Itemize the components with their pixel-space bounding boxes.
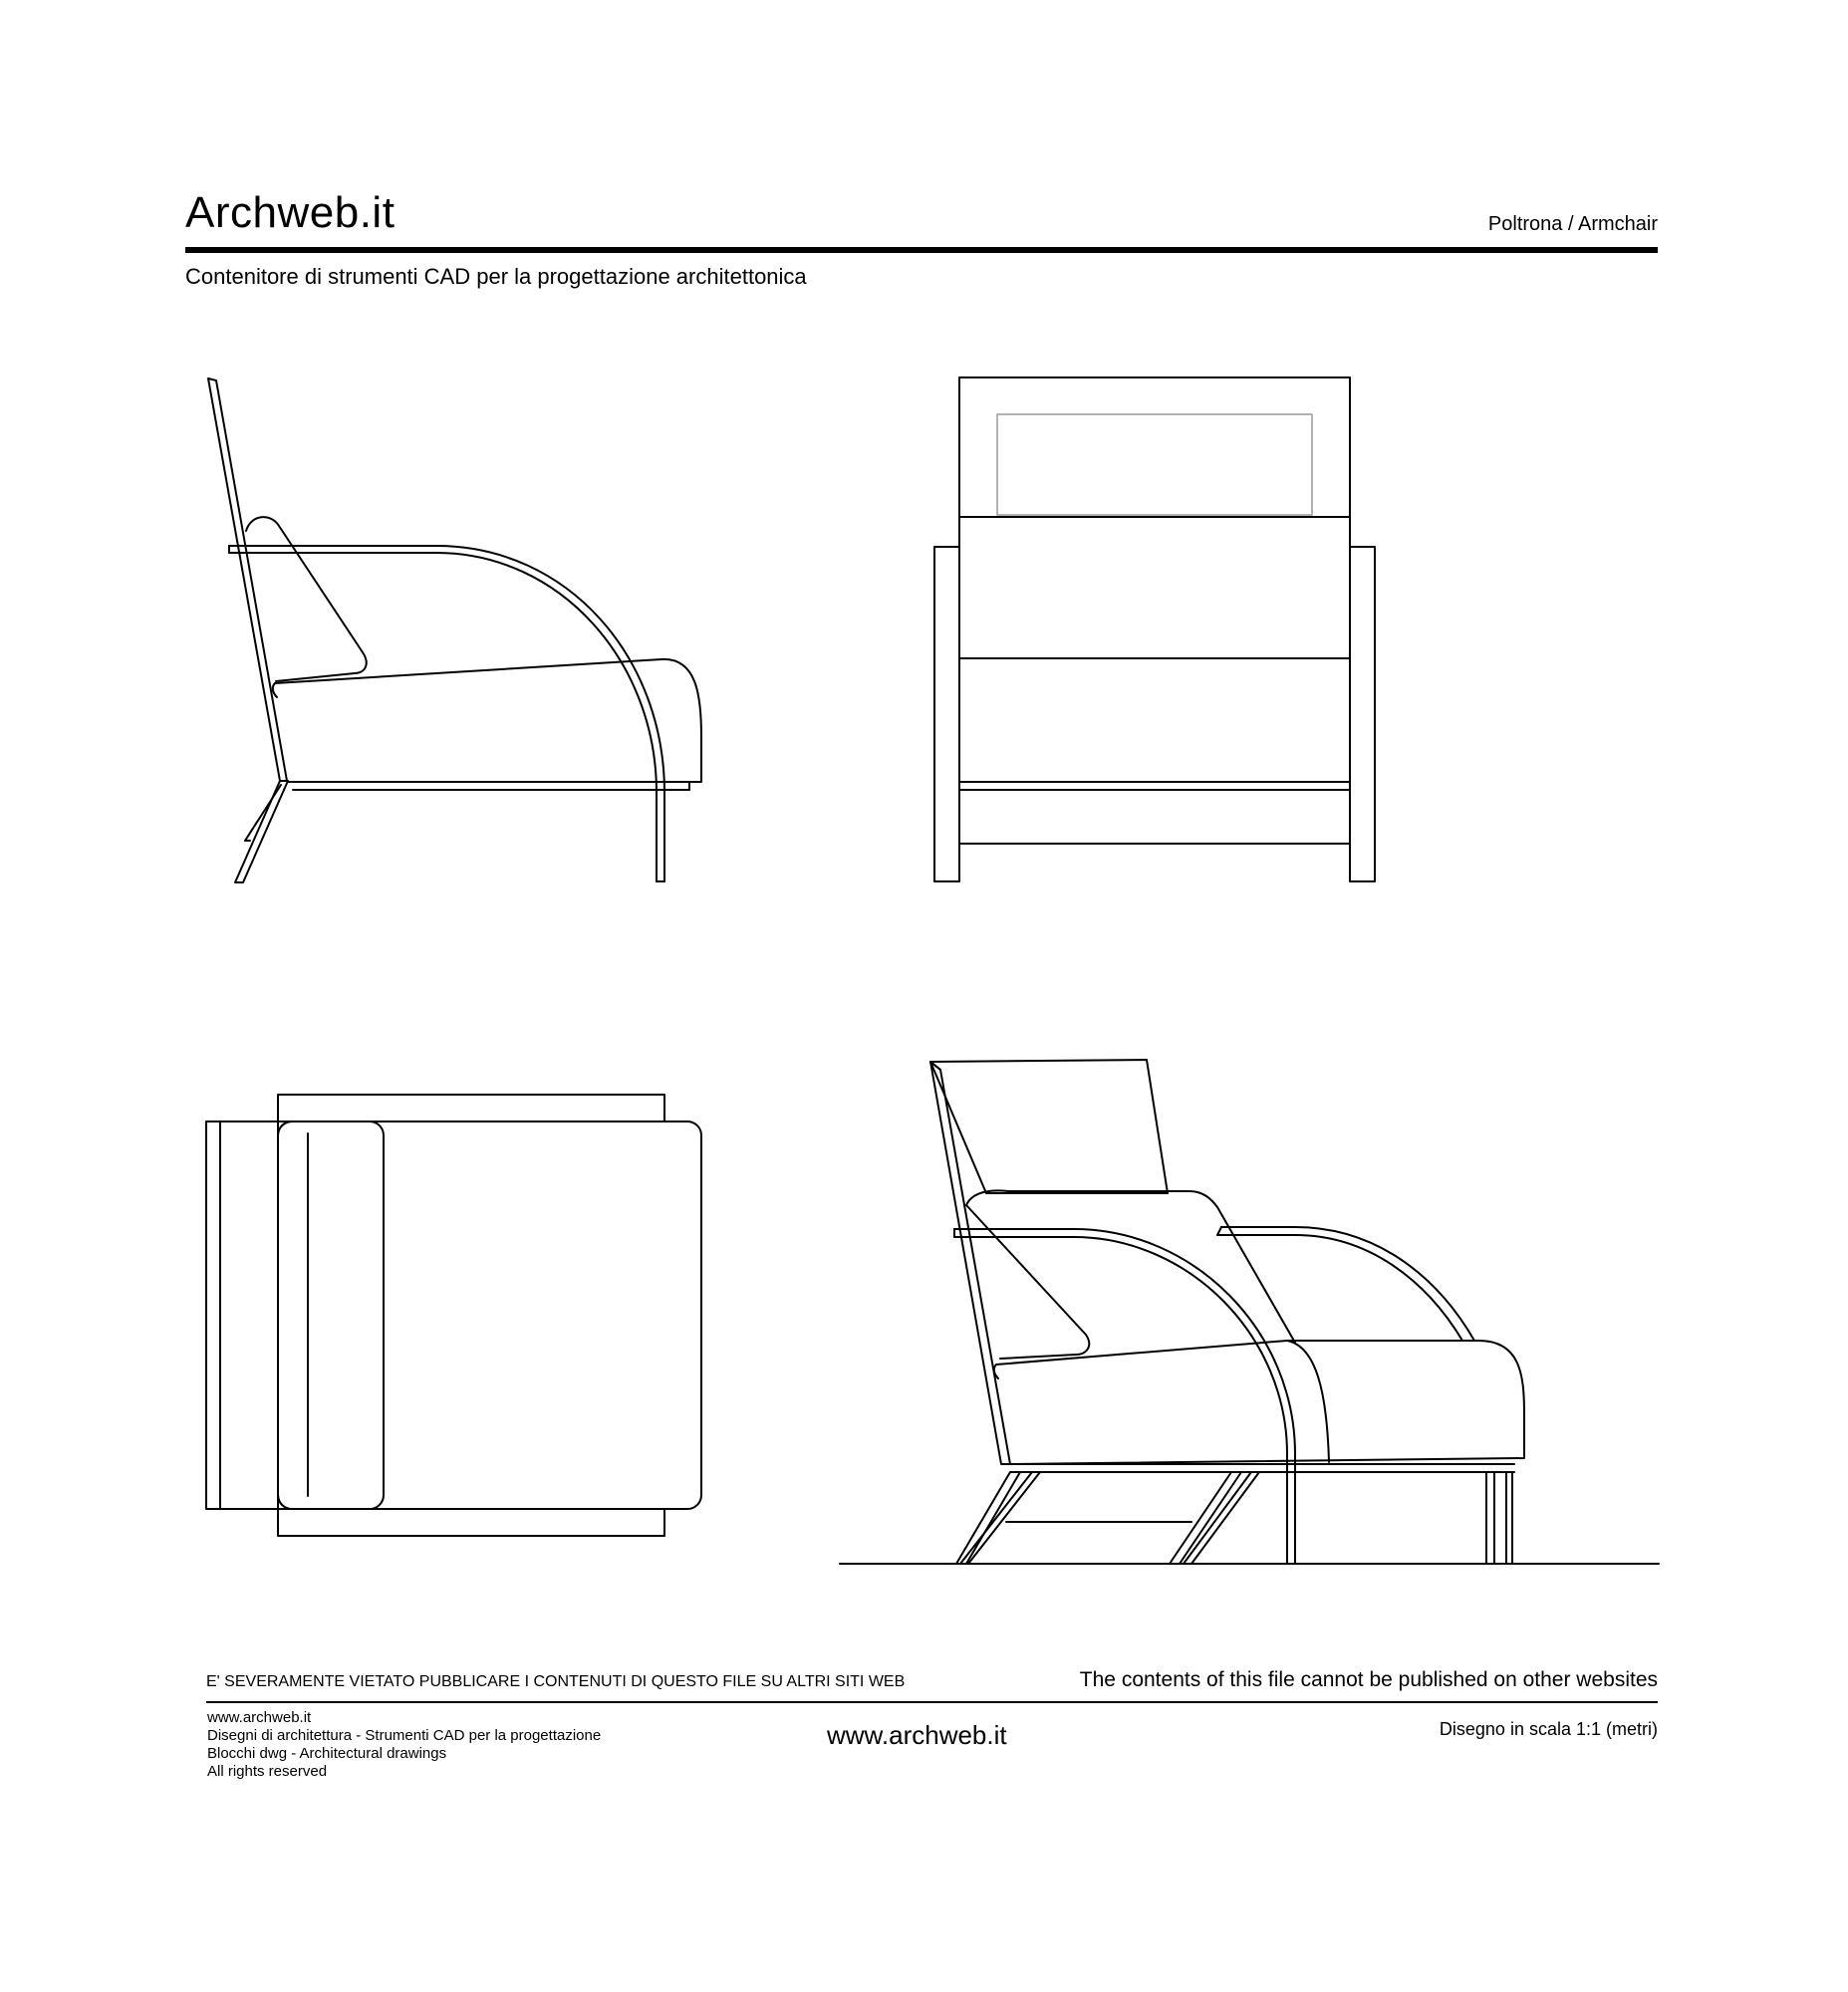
footer-divider [206, 1701, 1658, 1703]
front-base [959, 790, 1350, 844]
plan-view [206, 1095, 701, 1536]
perspective-backrest [930, 1060, 1168, 1193]
copyright-notice-italian: E' SEVERAMENTE VIETATO PUBBLICARE I CONTENUTI DI QUESTO FILE SU ALTRI SITI WEB [206, 1673, 906, 1690]
plan-arm-bottom [278, 1509, 664, 1536]
front-backrest [959, 377, 1350, 517]
front-seat-frame [959, 782, 1350, 790]
footer-credits [207, 1709, 601, 1781]
front-view [934, 377, 1375, 881]
front-seat-cushion [959, 658, 1350, 782]
document-title: Poltrona / Armchair [1487, 213, 1658, 235]
perspective-left-leg [956, 1472, 1020, 1564]
perspective-back-cushion [966, 1190, 1295, 1359]
plan-backrest [206, 1121, 220, 1509]
front-back-cushion [959, 517, 1350, 658]
plan-seat-cushion [278, 1121, 701, 1509]
footer-rights-line: All rights reserved [207, 1763, 328, 1780]
drawing-scale: Disegno in scala 1:1 (metri) [1439, 1719, 1658, 1739]
footer-website-link[interactable]: www.archweb.it [827, 1720, 1007, 1750]
plan-back-cushion [278, 1121, 384, 1509]
brand-logo: Archweb.it [185, 188, 396, 237]
side-backrest [208, 378, 287, 781]
side-view [208, 378, 701, 882]
perspective-view [840, 1060, 1659, 1564]
front-right-arm [1350, 547, 1375, 881]
footer-blocks-line: Blocchi dwg - Architectural drawings [207, 1745, 447, 1762]
perspective-right-leg [1486, 1472, 1494, 1564]
plan-arm-top [278, 1095, 664, 1121]
tagline: Contenitore di strumenti CAD per la progettazione architettonica [185, 264, 807, 289]
perspective-mid-leg [1170, 1472, 1241, 1564]
side-seat-cushion [275, 659, 701, 782]
front-backrest-panel [997, 414, 1312, 515]
perspective-front-armrest [954, 1229, 1295, 1564]
front-left-arm [934, 547, 959, 881]
footer-website-line: www.archweb.it [207, 1709, 312, 1726]
perspective-seat-cushion [996, 1341, 1524, 1464]
copyright-notice-english: The contents of this file cannot be published on other websites [1079, 1668, 1658, 1691]
footer-description-line: Disegni di architettura - Strumenti CAD per la progettazione [207, 1727, 602, 1744]
side-back-leg [235, 781, 288, 882]
side-armrest [229, 546, 664, 881]
